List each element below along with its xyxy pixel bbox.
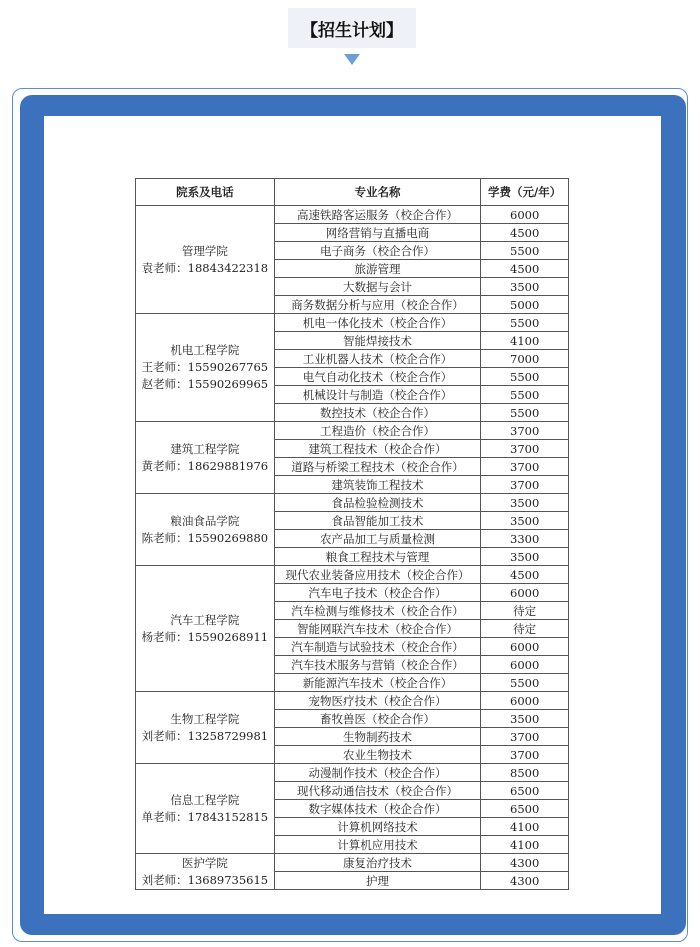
major-cell: 智能焊接技术 — [274, 332, 481, 350]
major-cell: 食品智能加工技术 — [274, 512, 481, 530]
fee-cell: 3500 — [481, 548, 569, 566]
fee-cell: 3700 — [481, 440, 569, 458]
fee-cell: 3700 — [481, 476, 569, 494]
college-contact: 赵老师：15590269965 — [141, 377, 269, 391]
major-cell: 数字媒体技术（校企合作） — [274, 800, 481, 818]
major-cell: 汽车电子技术（校企合作） — [274, 584, 481, 602]
college-cell — [136, 494, 275, 566]
major-cell: 旅游管理 — [274, 260, 481, 278]
major-cell: 现代农业装备应用技术（校企合作） — [274, 566, 481, 584]
college-contact: 刘老师：13689735615 — [141, 872, 269, 887]
table-row — [136, 422, 569, 440]
fee-cell: 5500 — [481, 368, 569, 386]
table-header-row — [136, 179, 569, 206]
major-cell: 护理 — [274, 872, 481, 890]
major-cell: 畜牧兽医（校企合作） — [274, 710, 481, 728]
major-cell: 新能源汽车技术（校企合作） — [274, 674, 481, 692]
fee-cell: 6500 — [481, 800, 569, 818]
college-cell — [136, 314, 275, 422]
major-cell: 电子商务（校企合作） — [274, 242, 481, 260]
major-cell: 数控技术（校企合作） — [274, 404, 481, 422]
college-cell — [136, 422, 275, 494]
major-cell: 食品检验检测技术 — [274, 494, 481, 512]
major-cell: 电气自动化技术（校企合作） — [274, 368, 481, 386]
fee-cell: 6000 — [481, 656, 569, 674]
major-cell: 现代移动通信技术（校企合作） — [274, 782, 481, 800]
major-cell: 高速铁路客运服务（校企合作） — [274, 206, 481, 224]
fee-cell: 3700 — [481, 728, 569, 746]
major-cell: 动漫制作技术（校企合作） — [274, 764, 481, 782]
major-cell: 网络营销与直播电商 — [274, 224, 481, 242]
table-row — [136, 206, 569, 224]
college-cell — [136, 692, 275, 764]
major-cell: 道路与桥梁工程技术（校企合作） — [274, 458, 481, 476]
header-fee: 学费（元/年） — [481, 179, 569, 206]
college-contact: 陈老师：15590269880 — [141, 530, 269, 545]
college-cell — [136, 206, 275, 314]
fee-cell: 5500 — [481, 386, 569, 404]
major-cell: 计算机网络技术 — [274, 818, 481, 836]
college-contact: 黄老师：18629881976 — [141, 458, 269, 473]
table-body — [136, 206, 569, 890]
college-cell — [136, 764, 275, 854]
fee-cell: 4100 — [481, 332, 569, 350]
fee-cell: 5500 — [481, 314, 569, 332]
major-cell: 粮食工程技术与管理 — [274, 548, 481, 566]
fee-cell: 4500 — [481, 224, 569, 242]
fee-cell: 待定 — [481, 602, 569, 620]
college-contact: 袁老师：18843422318 — [141, 260, 269, 275]
college-contact: 单老师：17843152815 — [141, 809, 269, 824]
fee-cell: 待定 — [481, 620, 569, 638]
fee-cell: 3700 — [481, 458, 569, 476]
fee-cell: 4100 — [481, 818, 569, 836]
table-row — [136, 764, 569, 782]
fee-cell: 6500 — [481, 782, 569, 800]
college-contact: 杨老师：15590268911 — [141, 629, 269, 644]
fee-cell: 3500 — [481, 710, 569, 728]
header-college: 院系及电话 — [136, 179, 275, 206]
table-row — [136, 494, 569, 512]
major-cell: 商务数据分析与应用（校企合作） — [274, 296, 481, 314]
section-title: 【招生计划】 — [288, 8, 416, 48]
fee-cell: 4500 — [481, 260, 569, 278]
college-cell — [136, 854, 275, 890]
major-cell: 汽车制造与试验技术（校企合作） — [274, 638, 481, 656]
fee-cell: 3300 — [481, 530, 569, 548]
fee-cell: 3700 — [481, 746, 569, 764]
major-cell: 工业机器人技术（校企合作） — [274, 350, 481, 368]
fee-cell: 4300 — [481, 854, 569, 872]
down-arrow-icon — [344, 54, 360, 65]
college-contact: 刘老师：13258729981 — [141, 728, 269, 743]
fee-cell: 4300 — [481, 872, 569, 890]
college-contact: 王老师：15590267765 — [141, 360, 269, 374]
major-cell: 计算机应用技术 — [274, 836, 481, 854]
major-cell: 康复治疗技术 — [274, 854, 481, 872]
college-name: 管理学院 — [181, 243, 228, 258]
table-row — [136, 566, 569, 584]
fee-cell: 5000 — [481, 296, 569, 314]
fee-cell: 3700 — [481, 422, 569, 440]
college-name: 汽车工程学院 — [170, 612, 240, 627]
major-cell: 大数据与会计 — [274, 278, 481, 296]
fee-cell: 5500 — [481, 404, 569, 422]
header-major: 专业名称 — [274, 179, 481, 206]
major-cell: 汽车技术服务与营销（校企合作） — [274, 656, 481, 674]
major-cell: 建筑装饰工程技术 — [274, 476, 481, 494]
college-name: 信息工程学院 — [170, 792, 240, 807]
college-name: 建筑工程学院 — [170, 441, 240, 456]
college-name: 生物工程学院 — [170, 711, 240, 726]
major-cell: 生物制药技术 — [274, 728, 481, 746]
college-name: 粮油食品学院 — [170, 513, 240, 528]
college-name: 机电工程学院 — [170, 343, 240, 357]
major-cell: 智能网联汽车技术（校企合作） — [274, 620, 481, 638]
major-cell: 机械设计与制造（校企合作） — [274, 386, 481, 404]
table-row — [136, 692, 569, 710]
table-row — [136, 314, 569, 332]
fee-cell: 5500 — [481, 242, 569, 260]
fee-cell: 6000 — [481, 584, 569, 602]
fee-cell: 3500 — [481, 278, 569, 296]
fee-cell: 7000 — [481, 350, 569, 368]
fee-cell: 6000 — [481, 206, 569, 224]
major-cell: 工程造价（校企合作） — [274, 422, 481, 440]
fee-cell: 3500 — [481, 494, 569, 512]
major-cell: 农业生物技术 — [274, 746, 481, 764]
fee-cell: 6000 — [481, 692, 569, 710]
major-cell: 建筑工程技术（校企合作） — [274, 440, 481, 458]
fee-cell: 6000 — [481, 638, 569, 656]
major-cell: 农产品加工与质量检测 — [274, 530, 481, 548]
fee-cell: 3500 — [481, 512, 569, 530]
fee-cell: 5500 — [481, 674, 569, 692]
major-cell: 机电一体化技术（校企合作） — [274, 314, 481, 332]
fee-cell: 8500 — [481, 764, 569, 782]
college-cell — [136, 566, 275, 692]
major-cell: 宠物医疗技术（校企合作） — [274, 692, 481, 710]
fee-cell: 4500 — [481, 566, 569, 584]
table-row — [136, 854, 569, 872]
major-cell: 汽车检测与维修技术（校企合作） — [274, 602, 481, 620]
enrollment-plan-table — [135, 178, 569, 890]
college-name: 医护学院 — [181, 855, 228, 870]
fee-cell: 4100 — [481, 836, 569, 854]
